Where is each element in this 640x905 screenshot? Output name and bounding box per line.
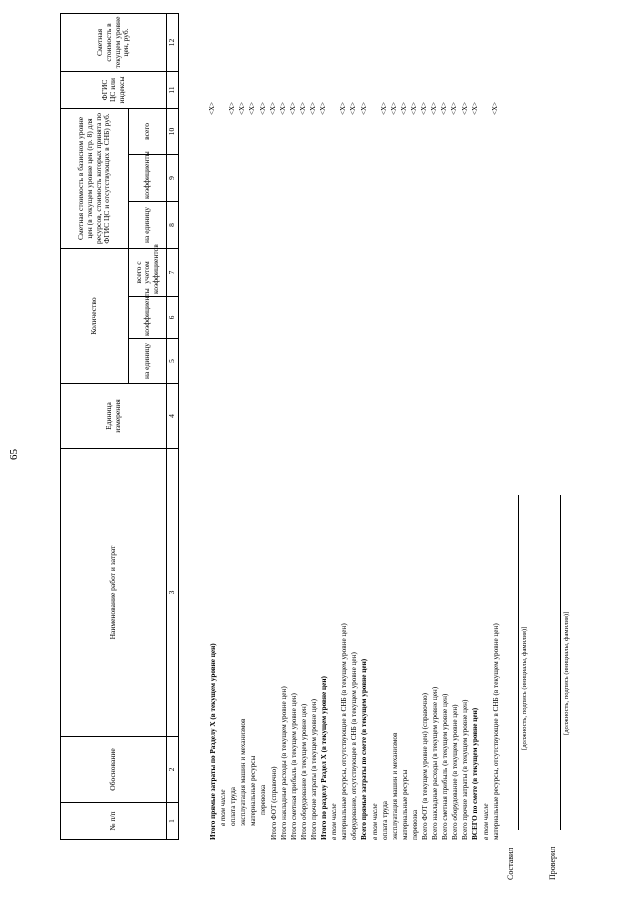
placeholder-mark: <X> — [430, 102, 439, 115]
placeholder-mark: <X> — [490, 102, 499, 115]
summary-row: в том числе — [481, 803, 490, 840]
placeholder-mark: <X> — [258, 102, 267, 115]
qty-per-unit: на единицу — [129, 339, 167, 384]
summary-row: Итого оборудование (в текущем уровне цен) — [299, 703, 308, 840]
placeholder-mark: <X> — [288, 102, 297, 115]
placeholder-mark: <X> — [248, 102, 257, 115]
composed-label: Составил — [506, 847, 515, 880]
summary-row: материальные ресурсы, отсутствующие в СНБ (в текущем уровне цен) — [491, 623, 500, 840]
col-number: 6 — [167, 297, 179, 339]
checked-line — [560, 495, 561, 830]
placeholder-mark: <X> — [410, 102, 418, 115]
placeholder-mark: <X> — [298, 102, 307, 115]
header-name: Наименование работ и затрат — [61, 449, 167, 737]
summary-row: в том числе — [219, 789, 228, 826]
summary-row: материальные ресурсы — [249, 755, 258, 826]
placeholder-mark: <X> — [309, 102, 317, 115]
checked-label: Проверил — [548, 846, 557, 880]
page-number: 65 — [8, 449, 20, 460]
summary-row: эксплуатация машин и механизмов — [390, 732, 399, 840]
checked-caption: [должность, подпись (инициалы, фамилия)] — [563, 611, 570, 735]
summary-row: Всего накладные расходы (в текущем уровне цен) — [431, 686, 440, 840]
header-quantity: Количество — [61, 248, 129, 383]
cost-per-unit: на единицу — [129, 201, 167, 248]
composed-line — [518, 495, 519, 830]
col-number: 3 — [167, 449, 179, 737]
placeholder-mark: <X> — [278, 102, 287, 115]
placeholder-mark: <X> — [389, 102, 398, 115]
placeholder-mark: <X> — [238, 102, 247, 115]
cost-total: всего — [129, 108, 167, 154]
placeholder-mark: <X> — [399, 102, 408, 115]
summary-row: в том числе — [330, 803, 339, 840]
header-num: № п/п — [61, 803, 167, 840]
summary-row: ВСЕГО по смете (в текущем уровне цен) — [471, 707, 480, 840]
header-unit: Единица измерения — [61, 384, 167, 449]
summary-row: Всего сметная прибыль (в текущем уровне цен) — [441, 693, 450, 840]
summary-row: материальные ресурсы, отсутствующие в СНБ (в текущем уровне цен) — [340, 623, 349, 840]
qty-total: всего с учетом коэффициентов — [129, 248, 167, 296]
summary-row: Всего прочие затраты (в текущем уровне цен) — [461, 699, 470, 840]
placeholder-mark: <X> — [470, 102, 479, 115]
col-number: 1 — [167, 803, 179, 840]
placeholder-mark: <X> — [440, 102, 449, 115]
summary-rows — [208, 280, 501, 840]
col-number: 11 — [167, 71, 179, 108]
summary-row: эксплуатация машин и механизмов — [239, 718, 248, 826]
summary-row: в том числе — [370, 803, 379, 840]
summary-row: оборудование, отсутствующее в СНБ (в текущем уровне цен) — [350, 652, 359, 840]
header-current-cost: Сметная стоимость в текущем уровне цен, руб. — [61, 13, 167, 71]
summary-row: Итого ФОТ (справочно) — [269, 766, 278, 840]
col-number: 7 — [167, 248, 179, 296]
col-number: 8 — [167, 201, 179, 248]
placeholder-mark: <X> — [319, 102, 328, 115]
col-number: 2 — [167, 737, 179, 803]
header-cost: Сметная стоимость в базисном уровне цен (в текущем уровне цен (гр. 8) для ресурсов, стоимость которых принята по ФГИС ЦС и отсутствующих в СНБ) руб. — [61, 108, 129, 248]
placeholder-mark: <X> — [359, 102, 368, 115]
col-number: 12 — [167, 13, 179, 71]
summary-row: Итого прямые затраты по Разделу X (в текущем уровне цен) — [209, 643, 217, 840]
placeholder-mark: <X> — [268, 102, 277, 115]
qty-coef: коэффициенты — [129, 297, 167, 339]
summary-row: Всего ФОТ (в текущем уровне цен) (справочно) — [420, 692, 429, 840]
col-number: 5 — [167, 339, 179, 384]
summary-row: Итого прочие затраты (в текущем уровне цен) — [309, 699, 318, 840]
col-number: 9 — [167, 154, 179, 201]
composed-caption: [должность, подпись (инициалы, фамилия)] — [521, 626, 528, 750]
summary-row: оплата труда — [229, 787, 238, 826]
col-number: 10 — [167, 108, 179, 154]
summary-row: оплата труда — [380, 801, 389, 840]
placeholder-mark: <X> — [460, 102, 469, 115]
summary-row: Всего прямые затраты по смете (в текущем уровне цен) — [360, 658, 369, 840]
summary-row: перевозка — [410, 809, 419, 840]
estimate-table — [60, 13, 179, 840]
header-fgis: ФГИС ЦС или индексы — [61, 71, 167, 108]
cost-coef: коэффициенты — [129, 154, 167, 201]
summary-row: материальные ресурсы — [400, 769, 409, 840]
summary-row: Итого по разделу Раздел X (в текущем уровне цен) — [320, 676, 329, 840]
summary-row: Всего оборудование (в текущем уровне цен) — [451, 704, 460, 840]
placeholder-mark: <X> — [339, 102, 348, 115]
summary-row: Итого сметная прибыль (в текущем уровне цен) — [289, 693, 298, 840]
header-basis: Обоснование — [61, 737, 167, 803]
placeholder-mark: <X> — [420, 102, 429, 115]
placeholder-mark: <X> — [349, 102, 358, 115]
summary-row: Итого накладные расходы (в текущем уровне цен) — [279, 686, 288, 840]
placeholder-mark: <X> — [208, 102, 216, 115]
placeholder-mark: <X> — [228, 102, 237, 115]
placeholder-mark: <X> — [379, 102, 388, 115]
placeholder-mark: <X> — [450, 102, 459, 115]
summary-row: перевозка — [259, 784, 268, 815]
col-number: 4 — [167, 384, 179, 449]
